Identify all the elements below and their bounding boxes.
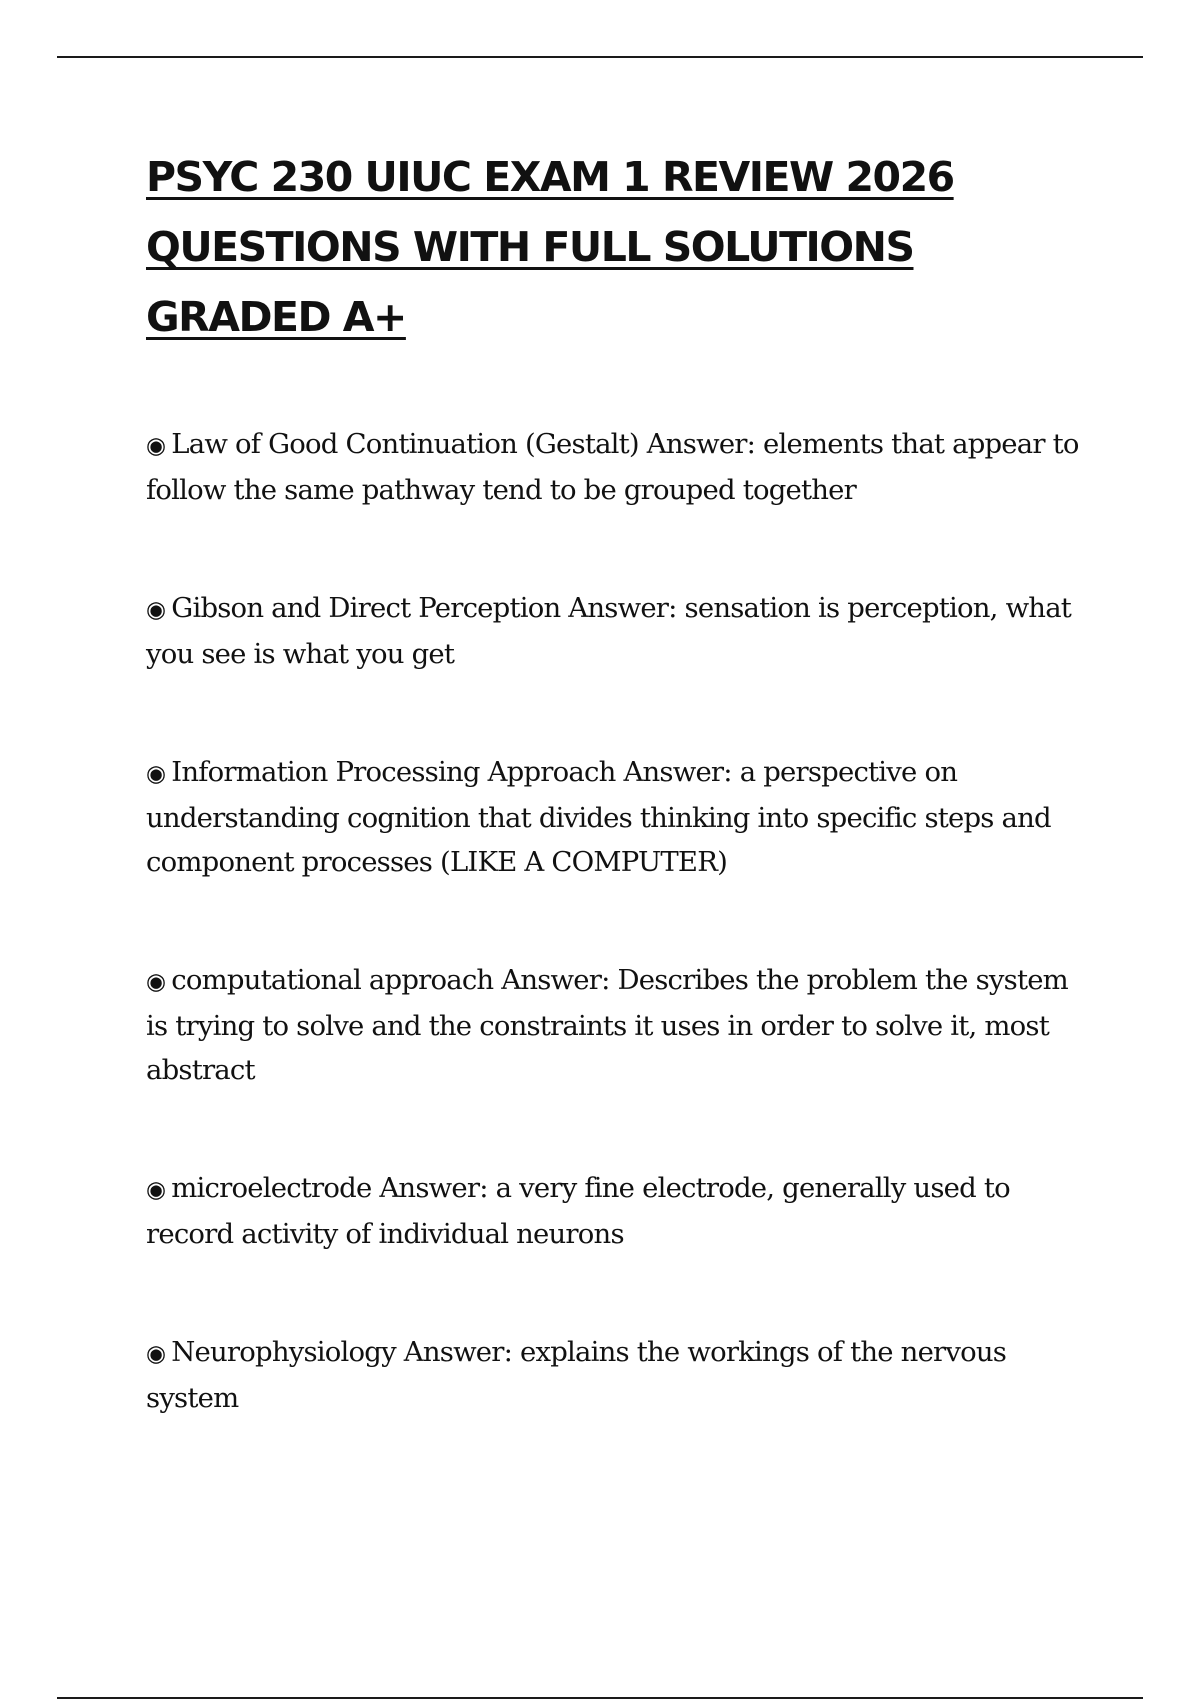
qa-text: computational approach Answer: Describes the problem the system is trying to solve and the constraints it uses in order to solve it, most abstract: [146, 964, 1068, 1086]
qa-text: Law of Good Continuation (Gestalt) Answer: elements that appear to follow the same pathway tend to be grouped together: [146, 428, 1079, 506]
qa-item: [146, 1330, 1096, 1420]
qa-item: [146, 958, 1096, 1092]
fisheye-bullet-icon: ◉: [146, 1177, 166, 1203]
qa-item: [146, 422, 1096, 512]
qa-item: [146, 1166, 1096, 1256]
qa-text: microelectrode Answer: a very fine electrode, generally used to record activity of individual neurons: [146, 1172, 1010, 1250]
qa-text: Information Processing Approach Answer: a perspective on understanding cognition that divides thinking into specific steps and component processes (LIKE A COMPUTER): [146, 756, 1051, 878]
fisheye-bullet-icon: ◉: [146, 969, 166, 995]
qa-item: [146, 750, 1096, 884]
qa-text: Gibson and Direct Perception Answer: sensation is perception, what you see is what you get: [146, 592, 1072, 670]
fisheye-bullet-icon: ◉: [146, 597, 166, 623]
bottom-divider: [57, 1697, 1143, 1699]
qa-text: Neurophysiology Answer: explains the workings of the nervous system: [146, 1336, 1007, 1414]
fisheye-bullet-icon: ◉: [146, 1341, 166, 1367]
qa-item: [146, 586, 1096, 676]
top-divider: [57, 56, 1143, 58]
document-title: PSYC 230 UIUC EXAM 1 REVIEW 2026 QUESTIONS WITH FULL SOLUTIONS GRADED A+: [146, 153, 954, 341]
fisheye-bullet-icon: ◉: [146, 433, 166, 459]
fisheye-bullet-icon: ◉: [146, 761, 166, 787]
